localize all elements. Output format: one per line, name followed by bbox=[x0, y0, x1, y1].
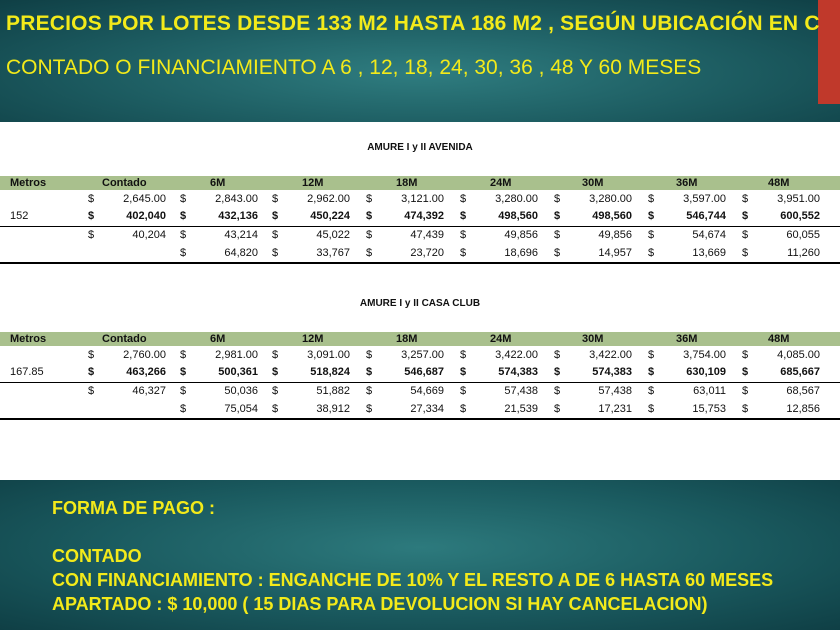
forma-de-pago-title: FORMA DE PAGO : bbox=[52, 498, 215, 518]
divider-line bbox=[0, 418, 840, 420]
column-header: 30M bbox=[582, 333, 604, 345]
currency-symbol: $ bbox=[648, 247, 655, 259]
total-price-row-value: 574,383 bbox=[592, 366, 632, 378]
price-per-m2-row-value: 3,091.00 bbox=[307, 349, 350, 361]
currency-symbol: $ bbox=[742, 193, 749, 205]
currency-symbol: $ bbox=[460, 229, 467, 241]
currency-symbol: $ bbox=[88, 229, 95, 241]
divider-line bbox=[0, 382, 840, 383]
currency-symbol: $ bbox=[180, 193, 187, 205]
currency-symbol: $ bbox=[460, 247, 467, 259]
total-price-row-value: 546,687 bbox=[404, 366, 444, 378]
column-header: 18M bbox=[396, 333, 418, 345]
divider-line bbox=[0, 226, 840, 227]
monthly-payment-row-value: 17,231 bbox=[598, 403, 632, 415]
currency-symbol: $ bbox=[554, 349, 561, 361]
currency-symbol: $ bbox=[742, 247, 749, 259]
price-per-m2-row-value: 3,280.00 bbox=[495, 193, 538, 205]
currency-symbol: $ bbox=[272, 385, 279, 397]
currency-symbol: $ bbox=[742, 366, 749, 378]
total-price-row-value: 546,744 bbox=[686, 210, 726, 222]
enganche-row-value: 51,882 bbox=[316, 385, 350, 397]
total-price-row-value: 500,361 bbox=[218, 366, 258, 378]
column-header: 6M bbox=[210, 333, 226, 345]
column-header: Metros bbox=[10, 333, 47, 345]
financiamiento-option: CON FINANCIAMIENTO : ENGANCHE DE 10% Y EL RESTO A DE 6 HASTA 60 MESES bbox=[52, 570, 774, 590]
price-per-m2-row-value: 3,754.00 bbox=[683, 349, 726, 361]
currency-symbol: $ bbox=[88, 210, 95, 222]
currency-symbol: $ bbox=[272, 193, 279, 205]
column-header: 18M bbox=[396, 177, 418, 189]
column-header: 12M bbox=[302, 333, 324, 345]
enganche-row-value: 47,439 bbox=[410, 229, 444, 241]
currency-symbol: $ bbox=[742, 349, 749, 361]
currency-symbol: $ bbox=[366, 403, 373, 415]
price-per-m2-row-value: 3,280.00 bbox=[589, 193, 632, 205]
column-header: 48M bbox=[768, 177, 790, 189]
currency-symbol: $ bbox=[742, 229, 749, 241]
currency-symbol: $ bbox=[554, 229, 561, 241]
enganche-row-value: 60,055 bbox=[786, 229, 820, 241]
enganche-row-value: 49,856 bbox=[598, 229, 632, 241]
currency-symbol: $ bbox=[460, 385, 467, 397]
monthly-payment-row-value: 27,334 bbox=[410, 403, 444, 415]
monthly-payment-row-value: 38,912 bbox=[316, 403, 350, 415]
total-price-row-value: 432,136 bbox=[218, 210, 258, 222]
column-header: 36M bbox=[676, 333, 698, 345]
currency-symbol: $ bbox=[88, 366, 95, 378]
monthly-payment-row-value: 11,260 bbox=[787, 247, 820, 259]
currency-symbol: $ bbox=[554, 210, 561, 222]
currency-symbol: $ bbox=[554, 366, 561, 378]
apartado-option: APARTADO : $ 10,000 ( 15 DIAS PARA DEVOLUCION SI HAY CANCELACION) bbox=[52, 594, 708, 614]
monthly-payment-row-value: 18,696 bbox=[504, 247, 538, 259]
enganche-row-value: 40,204 bbox=[132, 229, 166, 241]
currency-symbol: $ bbox=[180, 385, 187, 397]
price-per-m2-row-value: 4,085.00 bbox=[777, 349, 820, 361]
currency-symbol: $ bbox=[366, 385, 373, 397]
currency-symbol: $ bbox=[742, 385, 749, 397]
table-title: AMURE I y II AVENIDA bbox=[367, 142, 473, 153]
currency-symbol: $ bbox=[366, 229, 373, 241]
monthly-payment-row-value: 13,669 bbox=[692, 247, 726, 259]
price-per-m2-row-value: 2,981.00 bbox=[215, 349, 258, 361]
currency-symbol: $ bbox=[366, 193, 373, 205]
currency-symbol: $ bbox=[180, 210, 187, 222]
currency-symbol: $ bbox=[272, 349, 279, 361]
price-per-m2-row-value: 3,121.00 bbox=[401, 193, 444, 205]
financing-subline: CONTADO O FINANCIAMIENTO A 6 , 12, 18, 24, 30, 36 , 48 Y 60 MESES bbox=[6, 56, 702, 79]
enganche-row-value: 57,438 bbox=[504, 385, 538, 397]
currency-symbol: $ bbox=[460, 193, 467, 205]
column-header: Metros bbox=[10, 177, 47, 189]
enganche-row-value: 54,674 bbox=[692, 229, 726, 241]
total-price-row-value: 450,224 bbox=[310, 210, 350, 222]
total-price-row-value: 498,560 bbox=[498, 210, 538, 222]
total-price-row-value: 498,560 bbox=[592, 210, 632, 222]
enganche-row-value: 49,856 bbox=[504, 229, 538, 241]
currency-symbol: $ bbox=[366, 349, 373, 361]
enganche-row-value: 46,327 bbox=[132, 385, 166, 397]
currency-symbol: $ bbox=[460, 366, 467, 378]
total-price-row-value: 402,040 bbox=[126, 210, 166, 222]
currency-symbol: $ bbox=[460, 349, 467, 361]
price-per-m2-row-value: 3,951.00 bbox=[777, 193, 820, 205]
currency-symbol: $ bbox=[366, 210, 373, 222]
monthly-payment-row-value: 14,957 bbox=[598, 247, 632, 259]
price-per-m2-row-value: 3,597.00 bbox=[683, 193, 726, 205]
metros-value: 152 bbox=[10, 210, 29, 222]
column-header: 30M bbox=[582, 177, 604, 189]
enganche-row-value: 68,567 bbox=[786, 385, 820, 397]
price-per-m2-row-value: 2,760.00 bbox=[123, 349, 166, 361]
price-per-m2-row-value: 2,645.00 bbox=[123, 193, 166, 205]
monthly-payment-row-value: 15,753 bbox=[692, 403, 726, 415]
enganche-row-value: 50,036 bbox=[224, 385, 258, 397]
column-header: Contado bbox=[102, 333, 147, 345]
metros-value: 167.85 bbox=[10, 366, 44, 378]
monthly-payment-row-value: 64,820 bbox=[224, 247, 258, 259]
column-header: 6M bbox=[210, 177, 226, 189]
total-price-row-value: 630,109 bbox=[686, 366, 726, 378]
currency-symbol: $ bbox=[272, 247, 279, 259]
monthly-payment-row-value: 21,539 bbox=[504, 403, 538, 415]
total-price-row-value: 474,392 bbox=[404, 210, 444, 222]
currency-symbol: $ bbox=[648, 210, 655, 222]
monthly-payment-row-value: 23,720 bbox=[410, 247, 444, 259]
divider-line bbox=[0, 262, 840, 264]
monthly-payment-row-value: 12,856 bbox=[786, 403, 820, 415]
currency-symbol: $ bbox=[180, 403, 187, 415]
total-price-row-value: 463,266 bbox=[126, 366, 166, 378]
column-header: 36M bbox=[676, 177, 698, 189]
enganche-row-value: 54,669 bbox=[410, 385, 444, 397]
column-header: 24M bbox=[490, 333, 512, 345]
currency-symbol: $ bbox=[648, 366, 655, 378]
price-headline: PRECIOS POR LOTES DESDE 133 M2 HASTA 186 M2 , SEGÚN UBICACIÓN EN C bbox=[6, 12, 820, 35]
currency-symbol: $ bbox=[180, 229, 187, 241]
currency-symbol: $ bbox=[180, 366, 187, 378]
currency-symbol: $ bbox=[272, 210, 279, 222]
monthly-payment-row-value: 33,767 bbox=[316, 247, 350, 259]
currency-symbol: $ bbox=[742, 210, 749, 222]
currency-symbol: $ bbox=[88, 385, 95, 397]
currency-symbol: $ bbox=[554, 403, 561, 415]
currency-symbol: $ bbox=[460, 210, 467, 222]
monthly-payment-row-value: 75,054 bbox=[224, 403, 258, 415]
price-per-m2-row-value: 3,422.00 bbox=[589, 349, 632, 361]
currency-symbol: $ bbox=[554, 385, 561, 397]
currency-symbol: $ bbox=[366, 366, 373, 378]
column-header: Contado bbox=[102, 177, 147, 189]
price-per-m2-row-value: 2,843.00 bbox=[215, 193, 258, 205]
enganche-row-value: 43,214 bbox=[224, 229, 258, 241]
payment-section bbox=[0, 480, 840, 630]
column-header: 24M bbox=[490, 177, 512, 189]
enganche-row-value: 63,011 bbox=[693, 385, 726, 397]
total-price-row-value: 574,383 bbox=[498, 366, 538, 378]
enganche-row-value: 57,438 bbox=[598, 385, 632, 397]
currency-symbol: $ bbox=[648, 229, 655, 241]
price-per-m2-row-value: 2,962.00 bbox=[307, 193, 350, 205]
currency-symbol: $ bbox=[272, 229, 279, 241]
table-title: AMURE I y II CASA CLUB bbox=[359, 298, 481, 309]
red-accent-bar bbox=[818, 0, 840, 104]
total-price-row-value: 518,824 bbox=[310, 366, 350, 378]
currency-symbol: $ bbox=[648, 349, 655, 361]
currency-symbol: $ bbox=[554, 193, 561, 205]
currency-symbol: $ bbox=[554, 247, 561, 259]
currency-symbol: $ bbox=[648, 385, 655, 397]
enganche-row-value: 45,022 bbox=[316, 229, 350, 241]
price-per-m2-row-value: 3,257.00 bbox=[401, 349, 444, 361]
column-header: 12M bbox=[302, 177, 324, 189]
currency-symbol: $ bbox=[180, 349, 187, 361]
price-tables-area bbox=[0, 122, 840, 480]
price-per-m2-row-value: 3,422.00 bbox=[495, 349, 538, 361]
currency-symbol: $ bbox=[366, 247, 373, 259]
currency-symbol: $ bbox=[272, 366, 279, 378]
currency-symbol: $ bbox=[460, 403, 467, 415]
currency-symbol: $ bbox=[648, 193, 655, 205]
currency-symbol: $ bbox=[272, 403, 279, 415]
currency-symbol: $ bbox=[180, 247, 187, 259]
contado-option: CONTADO bbox=[52, 546, 142, 566]
currency-symbol: $ bbox=[88, 349, 95, 361]
currency-symbol: $ bbox=[648, 403, 655, 415]
column-header: 48M bbox=[768, 333, 790, 345]
currency-symbol: $ bbox=[88, 193, 95, 205]
currency-symbol: $ bbox=[742, 403, 749, 415]
total-price-row-value: 685,667 bbox=[780, 366, 820, 378]
total-price-row-value: 600,552 bbox=[780, 210, 820, 222]
